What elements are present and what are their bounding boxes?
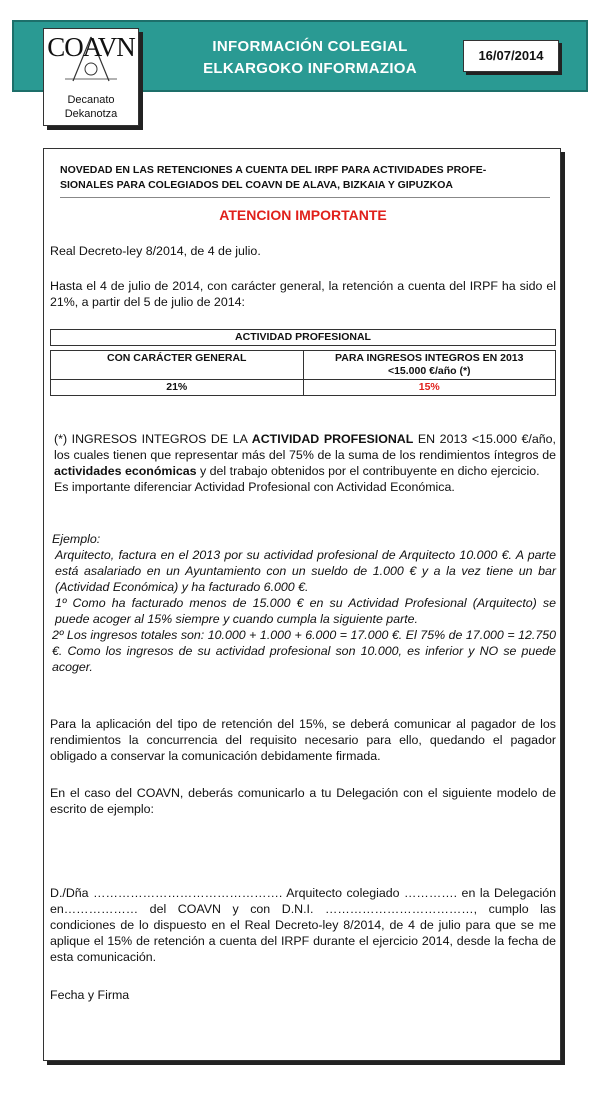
example-text-1: Arquitecto, factura en el 2013 por su actividad profesional de Arquitecto 10.000 €. A parte está asalariado en un Ayuntamiento con un sueldo de 1.000 € y a la vez tiene un bar (Actividad Económica) y ha facturado 6.000 €. (55, 548, 556, 594)
note-bold-professional: ACTIVIDAD PROFESIONAL (251, 432, 414, 446)
logo-caption (44, 93, 138, 121)
header-title (175, 36, 445, 80)
decree-paragraph: Real Decreto-ley 8/2014, de 4 de julio. (50, 244, 261, 258)
header-title-es: INFORMACIÓN COLEGIAL (212, 38, 408, 55)
logo-text: COAVN (47, 32, 135, 62)
example-text-3: 2º Los ingresos totales son: 10.000 + 1.000 + 6.000 = 17.000 €. El 75% de 17.000 = 12.750 €. Como los ingresos de su actividad profesional son 10.000, es inferior y NO se puede acoger. (52, 628, 556, 674)
reduced-rate-value: 15% (303, 380, 556, 396)
table-title: ACTIVIDAD PROFESIONAL (51, 330, 556, 346)
apply-paragraph: Para la aplicación del tipo de retención del 15%, se deberá comunicar al pagador de los rendimientos la concurrencia del requisito necesario para ello, quedando el pagador obligado a conservar la comunicación debidamente firmada. (50, 717, 556, 763)
income-note (54, 431, 556, 495)
document-panel (43, 148, 561, 1061)
header-title-eu: ELKARGOKO INFORMAZIOA (203, 60, 417, 77)
signature-line: Fecha y Firma (50, 988, 130, 1002)
intro-paragraph: Hasta el 4 de julio de 2014, con carácter general, la retención a cuenta del IRPF ha sido el 21%, a partir del 5 de julio de 2014: (50, 279, 556, 309)
date-badge: 16/07/2014 (463, 40, 559, 72)
document-heading (60, 163, 550, 193)
model-form-text: D./Dña ………………………………………. Arquitecto colegiado …………. en la Delegación en……………… del COAVN y con D.N.I. ………………………………, cumplo las condiciones de lo dispuesto en el Real Decreto-ley 8/2014, de 4 de julio para que se me aplique el 15% de retención a cuenta del IRPF durante el ejercicio 2014, desde la fecha de esta comunicación. (50, 886, 556, 964)
example-block (52, 531, 556, 675)
note-text-c: EN 2013 <15.000 €/año, los cuales tienen que representar más del 75% de la suma de los rendimientos íntegros de (54, 432, 556, 462)
document-heading-line-1: NOVEDAD EN LAS RETENCIONES A CUENTA DEL IRPF PARA ACTIVIDADES PROFE- (60, 164, 487, 176)
table-title-row (51, 330, 556, 346)
logo-caption-es: Decanato (67, 94, 115, 106)
general-rate-value: 21% (51, 380, 304, 396)
note-text-a: (*) INGRESOS INTEGROS DE LA (54, 432, 252, 446)
coavn-logo (43, 28, 139, 126)
coavn-paragraph: En el caso del COAVN, deberás comunicarlo a tu Delegación con el siguiente modelo de escrito de ejemplo: (50, 786, 556, 816)
table-header-row (51, 351, 556, 380)
note-text-e: y del trabajo obtenidos por el contribuyente en dicho ejercicio. (196, 464, 540, 478)
document-heading-line-2: SIONALES PARA COLEGIADOS DEL COAVN DE ALAVA, BIZKAIA Y GIPUZKOA (60, 179, 454, 191)
col-general-header: CON CARÁCTER GENERAL (51, 351, 304, 380)
heading-divider (60, 197, 550, 198)
note-difference: Es importante diferenciar Actividad Profesional con Actividad Económica. (54, 480, 455, 494)
alert-title: ATENCION IMPORTANTE (219, 207, 387, 223)
col-reduced-header-line-2: <15.000 €/año (*) (387, 365, 471, 377)
table-value-row (51, 380, 556, 396)
example-label: Ejemplo: (52, 532, 101, 546)
example-text-2: 1º Como ha facturado menos de 15.000 € en su Actividad Profesional (Arquitecto) se puede acoger al 15% siempre y cuando cumpla la siguiente parte. (55, 596, 556, 626)
note-bold-economic: actividades económicas (54, 464, 197, 478)
retention-table (50, 329, 556, 396)
col-reduced-header-line-1: PARA INGRESOS INTEGROS EN 2013 (335, 352, 524, 364)
logo-caption-eu: Dekanotza (64, 108, 118, 120)
col-reduced-header (303, 351, 556, 380)
